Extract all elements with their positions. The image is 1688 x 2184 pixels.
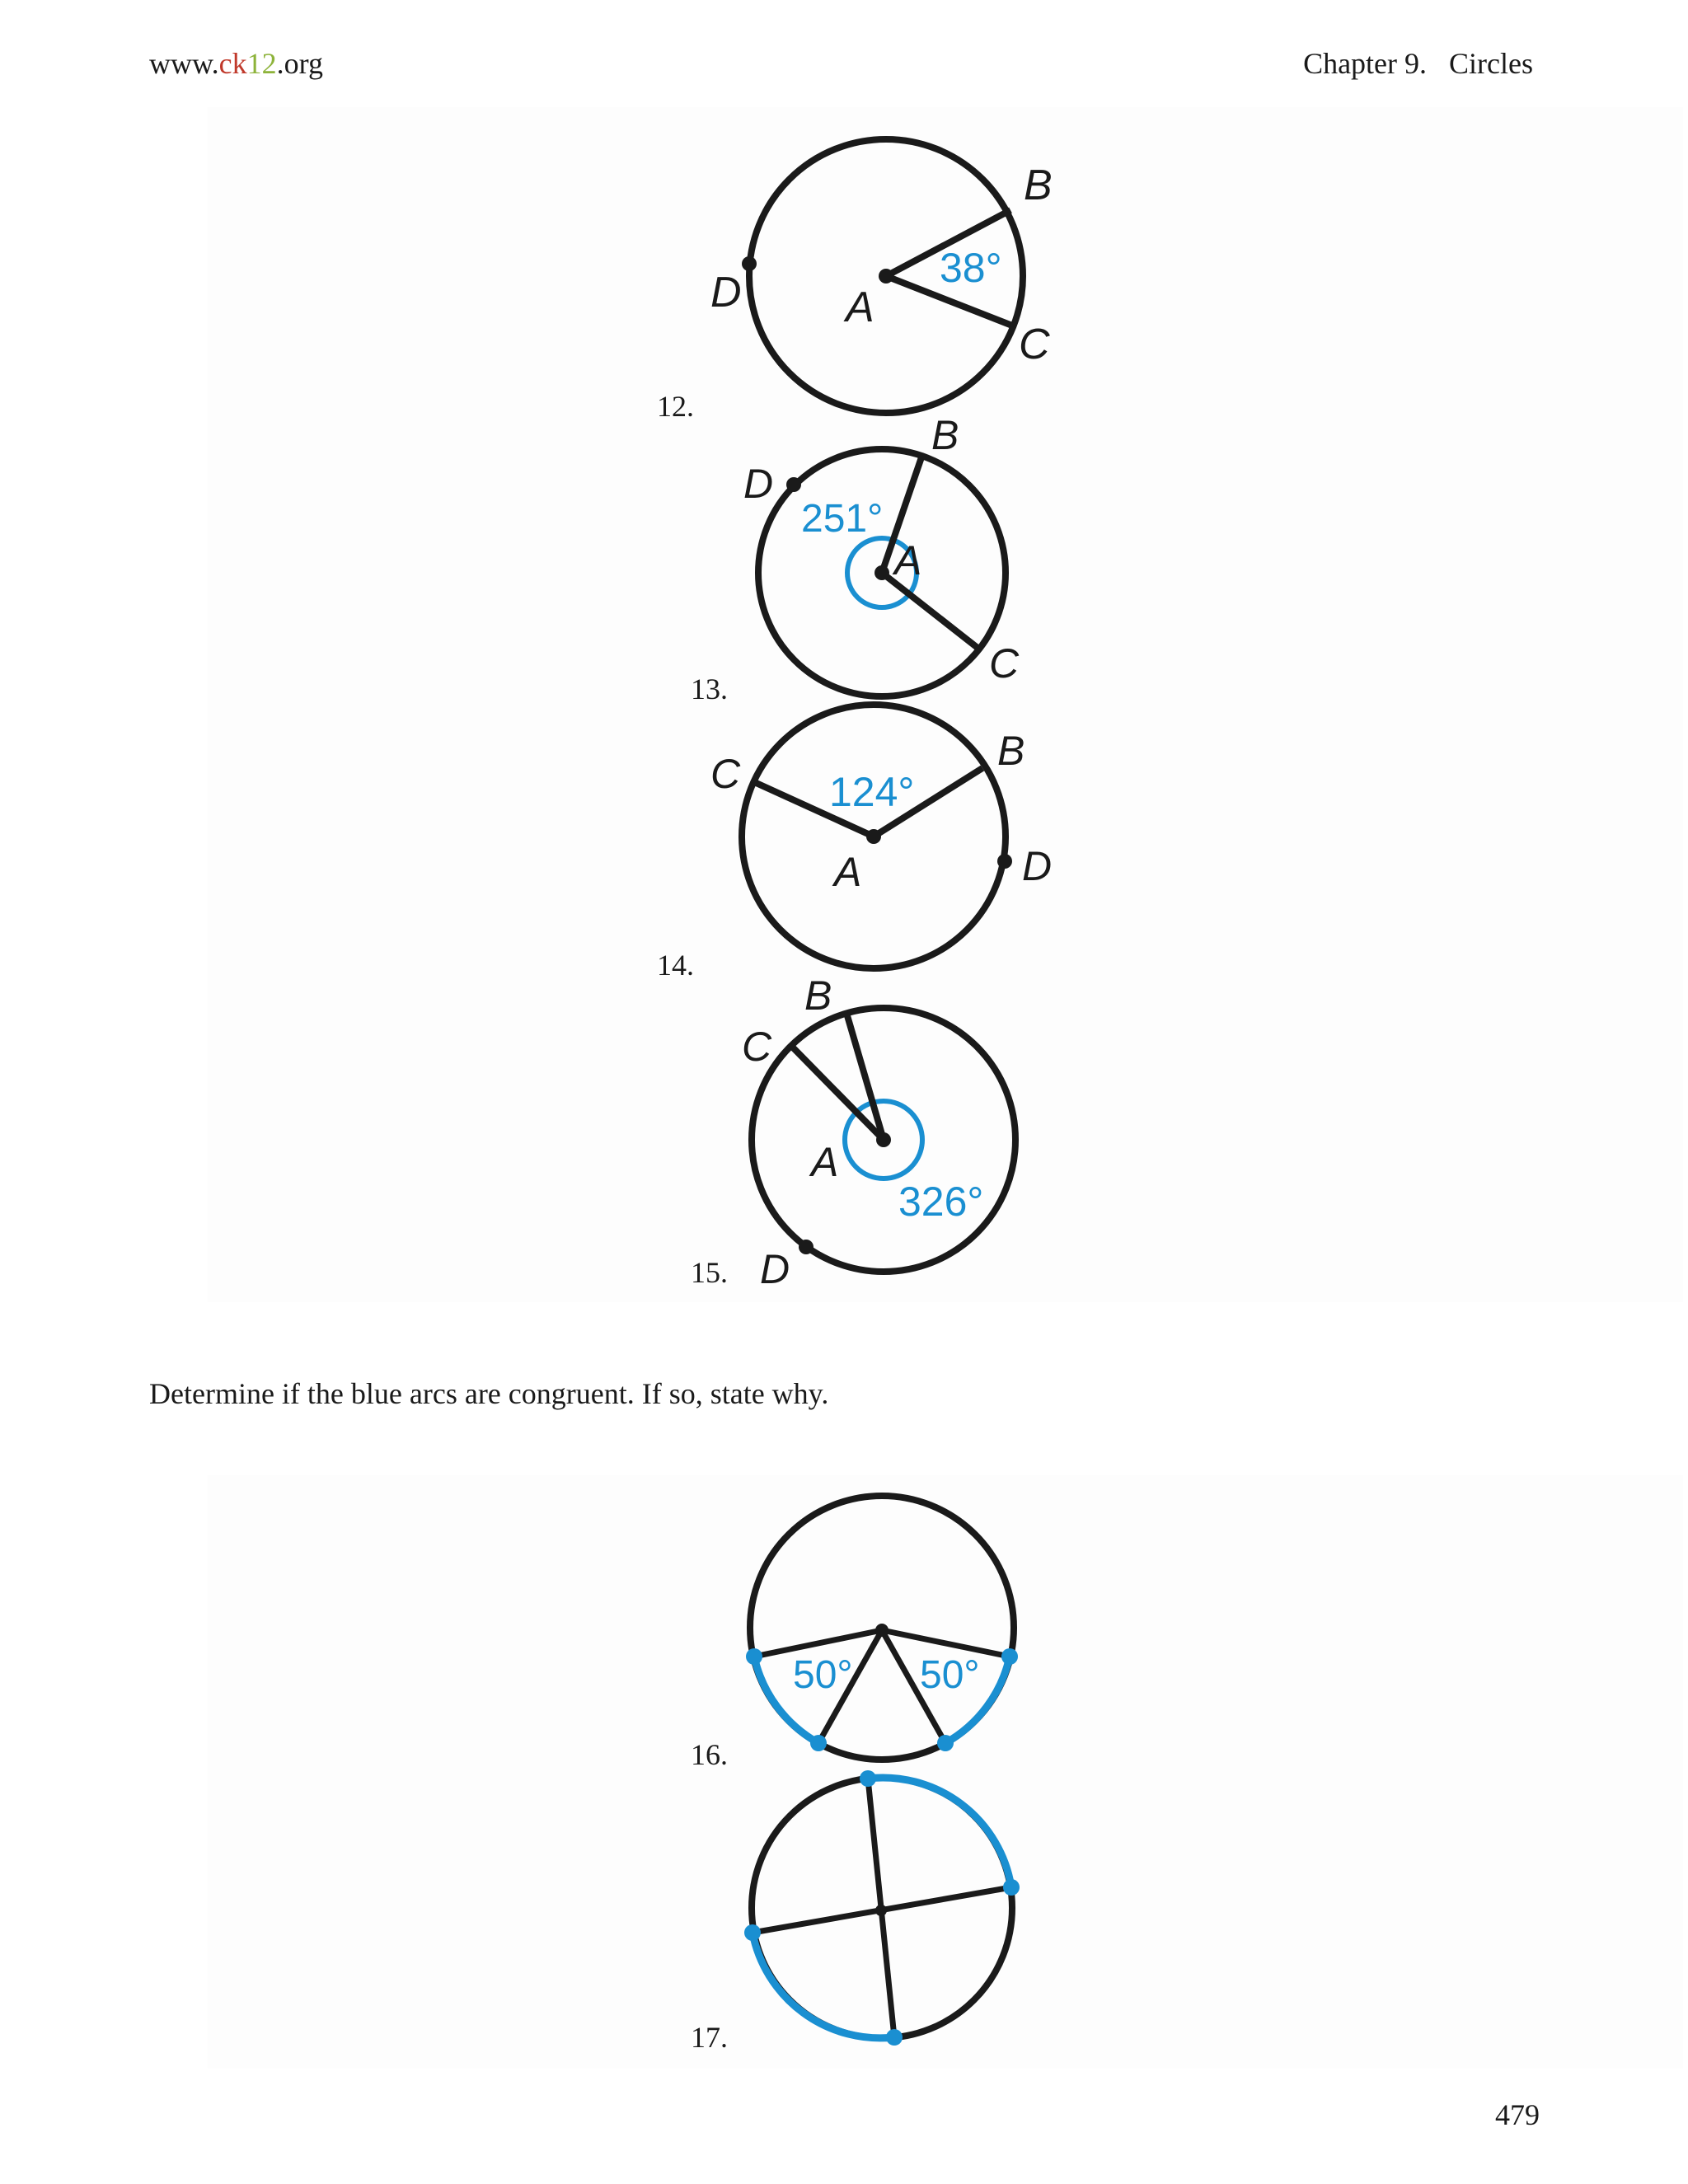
angle-label: 251°: [801, 497, 884, 541]
site-suffix: .org: [276, 47, 323, 80]
label-d: D: [760, 1246, 790, 1290]
arc-endpoint-1: [860, 1770, 876, 1787]
point-d: [742, 256, 757, 271]
point-d: [799, 1240, 814, 1254]
figure-16: [725, 1483, 1055, 1780]
figure-12: [701, 124, 1063, 429]
label-d: D: [1022, 843, 1053, 889]
label-b: B: [997, 728, 1025, 774]
figure-13: [725, 412, 1055, 709]
center-point: [879, 269, 893, 284]
figure-17: [725, 1764, 1055, 2060]
site-12: 12: [246, 47, 277, 80]
angle-label: 38°: [940, 245, 1002, 291]
point-d: [786, 477, 801, 492]
label-c: C: [742, 1024, 772, 1070]
arc-endpoint-4: [886, 2029, 903, 2046]
problem-number-17: 17.: [691, 2021, 728, 2054]
label-a: A: [894, 537, 922, 583]
site-ck: ck: [218, 47, 247, 80]
arc-endpoint-4: [1001, 1648, 1018, 1665]
center-point: [876, 1132, 891, 1147]
label-c: C: [1019, 321, 1050, 368]
angle-label: 326°: [898, 1179, 984, 1225]
label-a: A: [834, 849, 862, 895]
label-b: B: [804, 972, 832, 1019]
site-prefix: www.: [149, 47, 219, 80]
angle-label-right: 50°: [920, 1653, 980, 1697]
point-d: [997, 854, 1012, 869]
angle-label: 124°: [829, 769, 915, 815]
intersection-point: [875, 1905, 887, 1916]
label-d: D: [710, 269, 742, 316]
label-a: A: [811, 1139, 839, 1185]
figure-15: [725, 968, 1055, 1290]
center-point: [866, 829, 881, 844]
figure-14: [701, 701, 1063, 981]
label-d: D: [743, 461, 774, 507]
arc-endpoint-2: [1003, 1879, 1020, 1896]
problem-number-14: 14.: [657, 949, 694, 982]
arc-endpoint-3: [744, 1924, 761, 1941]
arc-endpoint-2: [810, 1735, 827, 1751]
label-a: A: [846, 284, 874, 331]
arc-endpoint-3: [937, 1735, 954, 1751]
label-c: C: [989, 640, 1020, 687]
blue-arc-bottom-left: [753, 1933, 894, 2038]
label-c: C: [710, 751, 741, 797]
problem-number-12: 12.: [657, 390, 694, 423]
angle-label-left: 50°: [793, 1653, 853, 1697]
site-url[interactable]: [149, 46, 323, 81]
center-point: [874, 565, 889, 580]
radius-ac: [882, 573, 978, 648]
problem-number-15: 15.: [691, 1256, 728, 1289]
instruction-text: Determine if the blue arcs are congruent. If so, state why.: [149, 1377, 829, 1410]
problem-number-16: 16.: [691, 1738, 728, 1771]
center-point: [875, 1624, 889, 1637]
chapter-title: Chapter 9. Circles: [1303, 47, 1533, 80]
page-number: 479: [1495, 2098, 1540, 2131]
arc-endpoint-1: [746, 1648, 762, 1665]
label-b: B: [1024, 162, 1053, 209]
label-b: B: [931, 412, 959, 458]
blue-arc-top-right: [868, 1778, 1011, 1887]
problem-number-13: 13.: [691, 673, 728, 705]
